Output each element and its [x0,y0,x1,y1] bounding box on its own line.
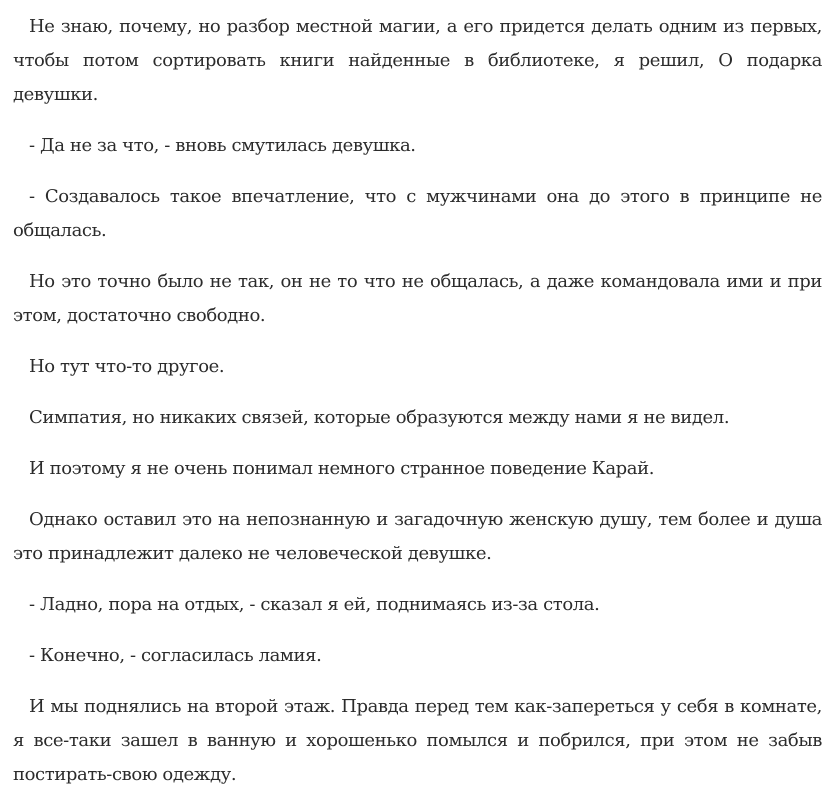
paragraph: - Ладно, пора на отдых, - сказал я ей, поднимаясь из-за стола. [29,594,600,615]
paragraph: И мы поднялись на второй этаж. Правда перед тем как-запереться у себя в комнате, я все-таки зашел в ванную и хорошенько помылся и побрился, при этом не забыв постирать-свою одежду. [13,696,822,785]
paragraph: Однако оставил это на непознанную и загадочную женскую душу, тем более и душа это принадлежит далеко не человеческой девушке. [13,509,822,564]
paragraph: - Да не за что, - вновь смутилась девушка. [29,135,416,156]
paragraph: Симпатия, но никаких связей, которые образуются между нами я не видел. [29,407,730,428]
paragraph: Но тут что-то другое. [29,356,225,377]
paragraph: - Конечно, - согласилась ламия. [29,645,322,666]
paragraph: Но это точно было не так, он не то что не общалась, а даже командовала ими и при этом, достаточно свободно. [13,271,822,326]
paragraph: Не знаю, почему, но разбор местной магии, а его придется делать одним из первых, чтобы потом сортировать книги найденные в библиотеке, я решил, О подарка девушки. [13,16,822,105]
paragraph: - Создавалось такое впечатление, что с мужчинами она до этого в принципе не общалась. [13,186,822,241]
paragraph: И поэтому я не очень понимал немного странное поведение Карай. [29,458,655,479]
